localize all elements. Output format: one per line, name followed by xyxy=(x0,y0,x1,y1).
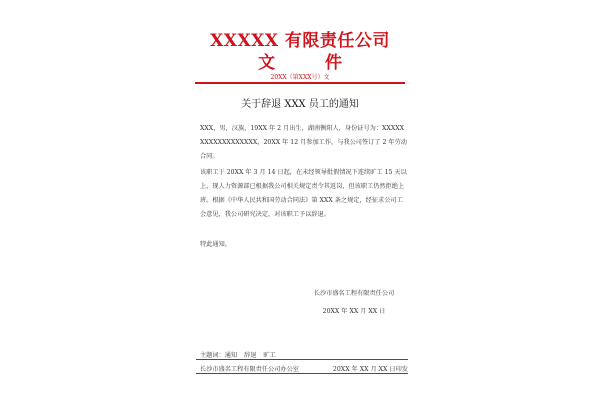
signature-date: 20XX 年 XX 月 XX 日 xyxy=(322,308,386,315)
footer-divider-top xyxy=(196,359,408,360)
body-paragraph: XXX，男，汉族，19XX 年 2 月出生，湖南衡阳人，身份证号为：XXXXXXXXXXXXXXXXXX，20XX 年 12 月参加工作，与我公司签订了 2 年劳动合同。 xyxy=(200,125,407,160)
body-paragraph: 特此通知。 xyxy=(200,241,231,248)
document-title: 文 件 xyxy=(258,53,364,73)
header-divider xyxy=(195,82,405,84)
company-title: XXXXX 有限责任公司 xyxy=(210,31,390,51)
signature-company: 长沙市盛名工程有限责任公司 xyxy=(313,290,395,297)
document-number: 20XX（第XXX号）文 xyxy=(270,74,330,81)
footer-divider-bottom xyxy=(196,373,408,374)
print-date: 20XX 年 XX 月 XX 日印发 xyxy=(332,366,408,373)
body-paragraph: 该职工于 20XX 年 3 月 14 日起，在未经领导批假情况下连续旷工 15 天以上，现人力资源部已根据我公司相关规定责令其返岗，但该职工仍然拒绝上班。根据《中华人民共和国劳动合同法》第 XXX 条之规定，经征求公司工会意见，我公司研究决定，对该职工予以辞退。 xyxy=(200,169,407,218)
subject-keywords: 主题词：通知 辞退 旷工 xyxy=(200,352,276,359)
notice-title: 关于辞退 XXX 员工的通知 xyxy=(241,99,359,110)
issuing-office: 长沙市盛名工程有限责任公司办公室 xyxy=(200,366,299,373)
